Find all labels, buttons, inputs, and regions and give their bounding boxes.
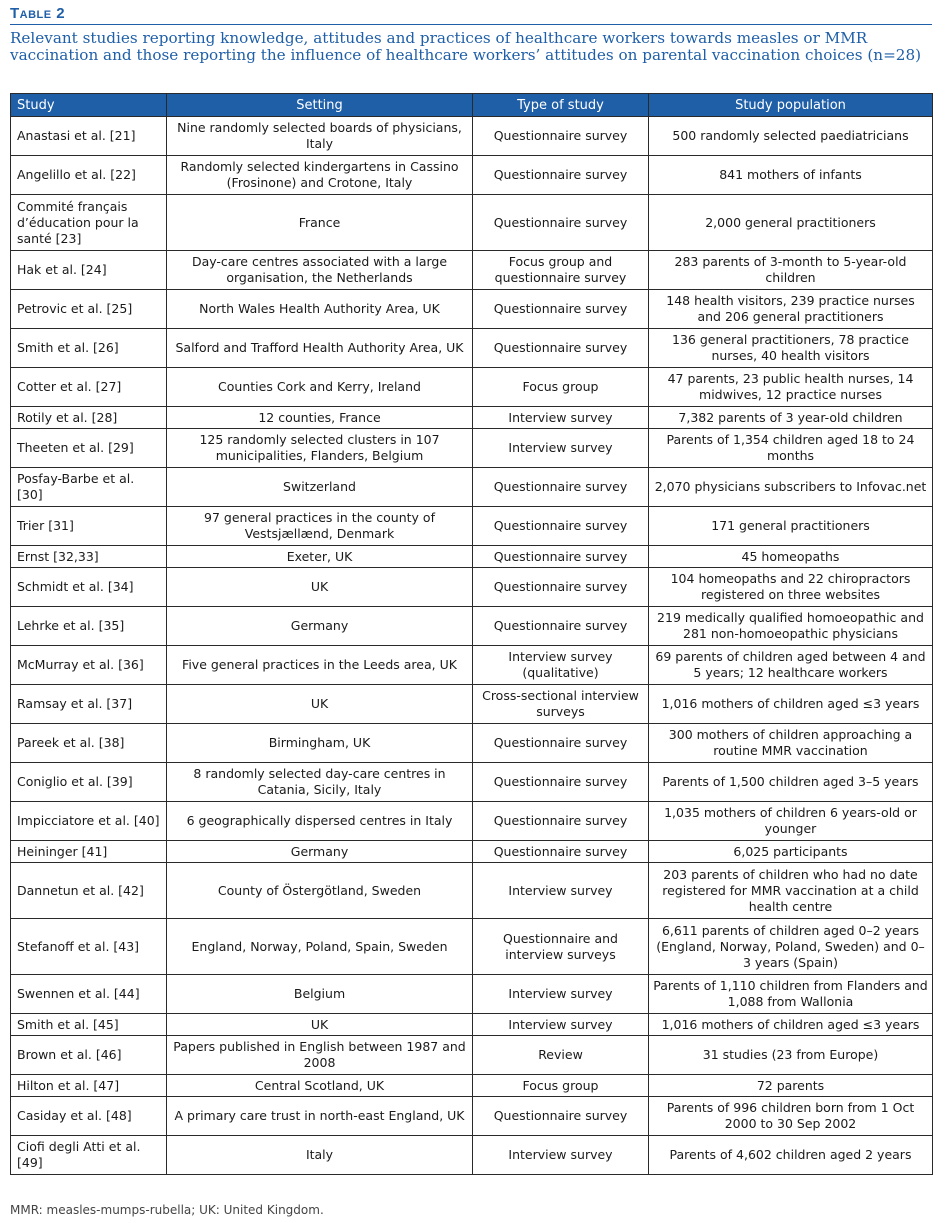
cell-type: Questionnaire survey <box>473 290 649 329</box>
cell-setting: Randomly selected kindergartens in Cassino (Frosinone) and Crotone, Italy <box>167 156 473 195</box>
cell-setting: UK <box>167 685 473 724</box>
cell-study: Swennen et al. [44] <box>11 975 167 1014</box>
cell-type: Interview survey <box>473 975 649 1014</box>
cell-population: 47 parents, 23 public health nurses, 14 midwives, 12 practice nurses <box>649 368 933 407</box>
cell-study: Stefanoff et al. [43] <box>11 919 167 975</box>
table-row <box>11 329 933 368</box>
cell-setting: Exeter, UK <box>167 546 473 568</box>
cell-study: Cotter et al. [27] <box>11 368 167 407</box>
cell-type: Questionnaire survey <box>473 1097 649 1136</box>
cell-type: Questionnaire survey <box>473 117 649 156</box>
table-row <box>11 507 933 546</box>
table-footnote: MMR: measles-mumps-rubella; UK: United Kingdom. <box>10 1203 324 1217</box>
cell-study: Ramsay et al. [37] <box>11 685 167 724</box>
cell-type: Focus group <box>473 368 649 407</box>
cell-setting: 8 randomly selected day-care centres in Catania, Sicily, Italy <box>167 763 473 802</box>
column-header-type: Type of study <box>473 94 649 117</box>
table-caption: Relevant studies reporting knowledge, attitudes and practices of healthcare workers towards measles or MMR vaccination and those reporting the influence of healthcare workers’ attitudes on parental vaccination choices (n=28) <box>10 29 922 64</box>
table-row <box>11 841 933 863</box>
cell-study: Petrovic et al. [25] <box>11 290 167 329</box>
cell-setting: A primary care trust in north-east England, UK <box>167 1097 473 1136</box>
table-row <box>11 1097 933 1136</box>
cell-population: Parents of 4,602 children aged 2 years <box>649 1136 933 1175</box>
cell-setting: Day-care centres associated with a large organisation, the Netherlands <box>167 251 473 290</box>
cell-type: Interview survey <box>473 1136 649 1175</box>
cell-setting: UK <box>167 1014 473 1036</box>
cell-setting: Birmingham, UK <box>167 724 473 763</box>
table-row <box>11 763 933 802</box>
cell-type: Questionnaire survey <box>473 841 649 863</box>
table-row <box>11 646 933 685</box>
cell-type: Questionnaire survey <box>473 156 649 195</box>
table-row <box>11 195 933 251</box>
cell-population: 1,035 mothers of children 6 years-old or younger <box>649 802 933 841</box>
cell-study: Anastasi et al. [21] <box>11 117 167 156</box>
cell-setting: 6 geographically dispersed centres in Italy <box>167 802 473 841</box>
cell-population: 72 parents <box>649 1075 933 1097</box>
cell-study: McMurray et al. [36] <box>11 646 167 685</box>
cell-population: 841 mothers of infants <box>649 156 933 195</box>
cell-type: Review <box>473 1036 649 1075</box>
cell-population: 104 homeopaths and 22 chiropractors registered on three websites <box>649 568 933 607</box>
table-body <box>11 117 933 1175</box>
cell-type: Interview survey <box>473 429 649 468</box>
cell-study: Casiday et al. [48] <box>11 1097 167 1136</box>
table-row <box>11 251 933 290</box>
cell-type: Questionnaire survey <box>473 468 649 507</box>
cell-study: Schmidt et al. [34] <box>11 568 167 607</box>
cell-study: Coniglio et al. [39] <box>11 763 167 802</box>
cell-population: 500 randomly selected paediatricians <box>649 117 933 156</box>
cell-study: Commité français d’éducation pour la santé [23] <box>11 195 167 251</box>
cell-population: Parents of 1,500 children aged 3–5 years <box>649 763 933 802</box>
cell-population: 7,382 parents of 3 year-old children <box>649 407 933 429</box>
cell-population: 31 studies (23 from Europe) <box>649 1036 933 1075</box>
cell-population: 171 general practitioners <box>649 507 933 546</box>
table-row <box>11 863 933 919</box>
cell-type: Questionnaire and interview surveys <box>473 919 649 975</box>
cell-population: 148 health visitors, 239 practice nurses and 206 general practitioners <box>649 290 933 329</box>
cell-population: Parents of 1,354 children aged 18 to 24 months <box>649 429 933 468</box>
cell-setting: 125 randomly selected clusters in 107 municipalities, Flanders, Belgium <box>167 429 473 468</box>
cell-setting: Nine randomly selected boards of physicians, Italy <box>167 117 473 156</box>
cell-study: Trier [31] <box>11 507 167 546</box>
cell-population: 6,025 participants <box>649 841 933 863</box>
table-row <box>11 1014 933 1036</box>
cell-study: Hak et al. [24] <box>11 251 167 290</box>
cell-type: Questionnaire survey <box>473 607 649 646</box>
cell-type: Questionnaire survey <box>473 724 649 763</box>
cell-population: 69 parents of children aged between 4 and 5 years; 12 healthcare workers <box>649 646 933 685</box>
cell-setting: 12 counties, France <box>167 407 473 429</box>
cell-population: 1,016 mothers of children aged ≤3 years <box>649 1014 933 1036</box>
cell-type: Interview survey <box>473 407 649 429</box>
cell-setting: County of Östergötland, Sweden <box>167 863 473 919</box>
cell-population: 136 general practitioners, 78 practice nurses, 40 health visitors <box>649 329 933 368</box>
cell-study: Brown et al. [46] <box>11 1036 167 1075</box>
table-row <box>11 290 933 329</box>
cell-setting: Switzerland <box>167 468 473 507</box>
cell-population: Parents of 996 children born from 1 Oct 2000 to 30 Sep 2002 <box>649 1097 933 1136</box>
cell-setting: 97 general practices in the county of Vestsjællænd, Denmark <box>167 507 473 546</box>
cell-study: Hilton et al. [47] <box>11 1075 167 1097</box>
cell-type: Questionnaire survey <box>473 802 649 841</box>
cell-population: 2,000 general practitioners <box>649 195 933 251</box>
column-header-study: Study <box>11 94 167 117</box>
cell-population: Parents of 1,110 children from Flanders and 1,088 from Wallonia <box>649 975 933 1014</box>
cell-setting: Five general practices in the Leeds area, UK <box>167 646 473 685</box>
cell-setting: Italy <box>167 1136 473 1175</box>
cell-type: Questionnaire survey <box>473 568 649 607</box>
cell-study: Rotily et al. [28] <box>11 407 167 429</box>
cell-setting: France <box>167 195 473 251</box>
cell-population: 203 parents of children who had no date registered for MMR vaccination at a child health centre <box>649 863 933 919</box>
cell-study: Ernst [32,33] <box>11 546 167 568</box>
cell-study: Impicciatore et al. [40] <box>11 802 167 841</box>
table-row <box>11 156 933 195</box>
cell-setting: Papers published in English between 1987 and 2008 <box>167 1036 473 1075</box>
table-row <box>11 1136 933 1175</box>
cell-type: Interview survey <box>473 863 649 919</box>
cell-setting: England, Norway, Poland, Spain, Sweden <box>167 919 473 975</box>
cell-population: 6,611 parents of children aged 0–2 years (England, Norway, Poland, Sweden) and 0–3 years (Spain) <box>649 919 933 975</box>
cell-type: Interview survey (qualitative) <box>473 646 649 685</box>
table-label: Table 2 <box>10 5 66 22</box>
cell-setting: Counties Cork and Kerry, Ireland <box>167 368 473 407</box>
column-header-setting: Setting <box>167 94 473 117</box>
table-row <box>11 468 933 507</box>
cell-setting: Belgium <box>167 975 473 1014</box>
table-row <box>11 607 933 646</box>
cell-study: Dannetun et al. [42] <box>11 863 167 919</box>
cell-setting: Central Scotland, UK <box>167 1075 473 1097</box>
table-row <box>11 568 933 607</box>
table-row <box>11 975 933 1014</box>
cell-setting: Salford and Trafford Health Authority Area, UK <box>167 329 473 368</box>
cell-type: Interview survey <box>473 1014 649 1036</box>
cell-setting: Germany <box>167 607 473 646</box>
column-header-population: Study population <box>649 94 933 117</box>
table-row <box>11 685 933 724</box>
cell-setting: Germany <box>167 841 473 863</box>
cell-population: 1,016 mothers of children aged ≤3 years <box>649 685 933 724</box>
title-rule <box>10 24 932 25</box>
cell-type: Questionnaire survey <box>473 763 649 802</box>
table-row <box>11 117 933 156</box>
cell-type: Focus group and questionnaire survey <box>473 251 649 290</box>
table-row <box>11 407 933 429</box>
cell-population: 300 mothers of children approaching a routine MMR vaccination <box>649 724 933 763</box>
cell-setting: North Wales Health Authority Area, UK <box>167 290 473 329</box>
table-row <box>11 802 933 841</box>
cell-type: Questionnaire survey <box>473 546 649 568</box>
cell-type: Questionnaire survey <box>473 329 649 368</box>
cell-population: 219 medically qualified homoeopathic and 281 non-homoeopathic physicians <box>649 607 933 646</box>
table-row <box>11 1036 933 1075</box>
cell-setting: UK <box>167 568 473 607</box>
cell-study: Ciofi degli Atti et al. [49] <box>11 1136 167 1175</box>
cell-population: 283 parents of 3-month to 5-year-old children <box>649 251 933 290</box>
table-row <box>11 1075 933 1097</box>
cell-population: 2,070 physicians subscribers to Infovac.net <box>649 468 933 507</box>
cell-study: Theeten et al. [29] <box>11 429 167 468</box>
cell-type: Questionnaire survey <box>473 195 649 251</box>
cell-type: Questionnaire survey <box>473 507 649 546</box>
cell-study: Smith et al. [45] <box>11 1014 167 1036</box>
cell-study: Posfay-Barbe et al. [30] <box>11 468 167 507</box>
cell-type: Focus group <box>473 1075 649 1097</box>
cell-study: Lehrke et al. [35] <box>11 607 167 646</box>
studies-table <box>10 93 933 1175</box>
table-row <box>11 429 933 468</box>
table-row <box>11 724 933 763</box>
cell-type: Cross-sectional interview surveys <box>473 685 649 724</box>
header-row <box>11 94 933 117</box>
table-row <box>11 919 933 975</box>
table-row <box>11 546 933 568</box>
table-row <box>11 368 933 407</box>
cell-population: 45 homeopaths <box>649 546 933 568</box>
cell-study: Angelillo et al. [22] <box>11 156 167 195</box>
cell-study: Smith et al. [26] <box>11 329 167 368</box>
cell-study: Heininger [41] <box>11 841 167 863</box>
cell-study: Pareek et al. [38] <box>11 724 167 763</box>
